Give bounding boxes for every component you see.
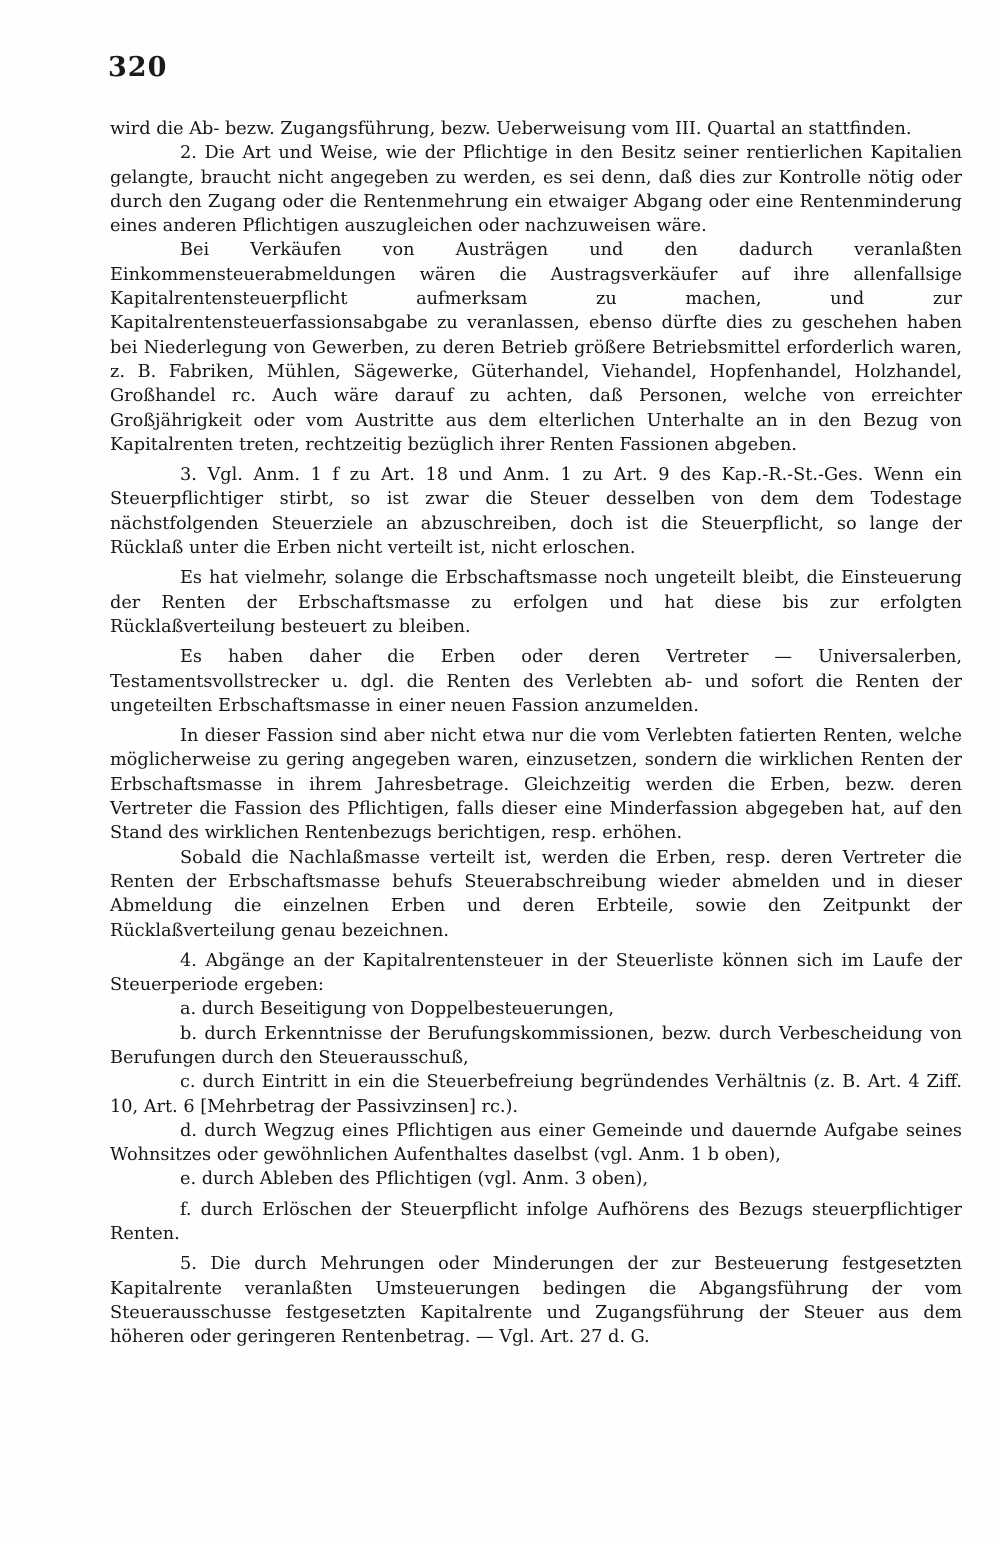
paragraph-note-2-sales: Bei Verkäufen von Austrägen und den dadurch veranlaßten Einkommensteuerabmeldungen wären die Austragsverkäufer auf ihre allenfallsige Kapitalrentensteuerpflicht aufmerksam zu machen, und zur Kapitalrentensteuerfassionsabgabe zu veranlassen, ebenso dürfte dies zu geschehen haben bei Niederlegung von Gewerben, zu deren Betrieb größere Betriebsmittel erforderlich waren, z. B. Fabriken, Mühlen, Sägewerke, Güterhandel, Viehandel, Hopfenhandel, Holzhandel, Großhandel rc. Auch wäre darauf zu achten, daß Personen, welche von erreichter Großjährigkeit oder vom Austritte aus dem elterlichen Unterhalte an in den Bezug von Kapitalrenten treten, rechtzeitig bezüglich ihrer Renten Fassionen abgeben. xyxy=(110,240,962,455)
paragraph-continuation: wird die Ab- bezw. Zugangsführung, bezw. Ueberweisung vom III. Quartal an stattfinden. xyxy=(110,119,912,139)
list-item-c: c. durch Eintritt in ein die Steuerbefreiung begründendes Verhältnis (z. B. Art. 4 Ziff. 10, Art. 6 [Mehrbetrag der Passivzinsen] rc.). xyxy=(110,1072,962,1117)
paragraph-note-3-estate: Es hat vielmehr, solange die Erbschaftsmasse noch ungeteilt bleibt, die Einsteuerung der Renten der Erbschaftsmasse zu erfolgen und hat diese bis zur erfolgten Rücklaßverteilung besteuert zu bleiben. xyxy=(110,568,962,637)
paragraph-note-3-heirs: Es haben daher die Erben oder deren Vertreter — Universalerben, Testamentsvollstrecker u. dgl. die Renten des Verlebten ab- und sofort die Renten der ungeteilten Erbschaftsmasse in einer neuen Fassion anzumelden. xyxy=(110,647,962,716)
paragraph-note-5: 5. Die durch Mehrungen oder Minderungen der zur Besteuerung festgesetzten Kapitalrente veranlaßten Umsteuerungen bedingen die Abgangsführung der vom Steuerausschusse festgesetzten Kapitalrente und Zugangsführung der Steuer aus dem höheren oder geringeren Rentenbetrag. — Vgl. Art. 27 d. G. xyxy=(110,1254,962,1348)
list-item-a: a. durch Beseitigung von Doppelbesteuerungen, xyxy=(180,999,614,1020)
list-item-b: b. durch Erkenntnisse der Berufungskommissionen, bezw. durch Verbescheidung von Berufungen durch den Steuerausschuß, xyxy=(110,1023,962,1068)
paragraph-note-4: 4. Abgänge an der Kapitalrentensteuer in der Steuerliste können sich im Laufe der Steuerperiode ergeben: xyxy=(110,950,962,996)
paragraph-note-3-declaration: In dieser Fassion sind aber nicht etwa nur die vom Verlebten fatierten Renten, welche möglicherweise zu gering angegeben waren, einzusetzen, sondern die wirklichen Renten der Erbschaftsmasse in ihrem Jahresbetrage. Gleichzeitig werden die Erben, bezw. deren Vertreter die Fassion des Pflichtigen, falls dieser eine Minderfassion abgegeben hat, auf den Stand des wirklichen Rentenbezugs berichtigen, resp. erhöhen. xyxy=(110,726,962,844)
page-number: 320 xyxy=(108,52,168,83)
paragraph-note-3-distribution: Sobald die Nachlaßmasse verteilt ist, werden die Erben, resp. deren Vertreter die Renten der Erbschaftsmasse behufs Steuerabschreibung wieder abmelden und in dieser Abmeldung die einzelnen Erben und deren Erbteile, sowie den Zeitpunkt der Rücklaßverteilung genau bezeichnen. xyxy=(110,847,962,941)
list-item-e: e. durch Ableben des Pflichtigen (vgl. Anm. 3 oben), xyxy=(180,1169,649,1190)
body-text xyxy=(110,117,962,1350)
paragraph-note-2: 2. Die Art und Weise, wie der Pflichtige in den Besitz seiner rentierlichen Kapitalien gelangte, braucht nicht angegeben zu werden, es sei denn, daß dies zur Kontrolle nötig oder durch den Zugang oder die Rentenmehrung ein etwaiger Abgang oder eine Rentenminderung eines anderen Pflichtigen auszugleichen oder nachzuweisen wäre. xyxy=(110,143,962,237)
paragraph-note-3: 3. Vgl. Anm. 1 f zu Art. 18 und Anm. 1 zu Art. 9 des Kap.-R.-St.-Ges. Wenn ein Steuerpflichtiger stirbt, so ist zwar die Steuer desselben von dem dem Todestage nächstfolgenden Steuerziele an abzuschreiben, doch ist die Steuerpflicht, so lange der Rücklaß unter die Erben nicht verteilt ist, nicht erloschen. xyxy=(110,465,962,559)
list-item-d: d. durch Wegzug eines Pflichtigen aus einer Gemeinde und dauernde Aufgabe seines Wohnsitzes oder gewöhnlichen Aufenthaltes daselbst (vgl. Anm. 1 b oben), xyxy=(110,1120,962,1166)
list-item-f: f. durch Erlöschen der Steuerpflicht infolge Aufhörens des Bezugs steuerpflichtiger Renten. xyxy=(110,1199,962,1245)
